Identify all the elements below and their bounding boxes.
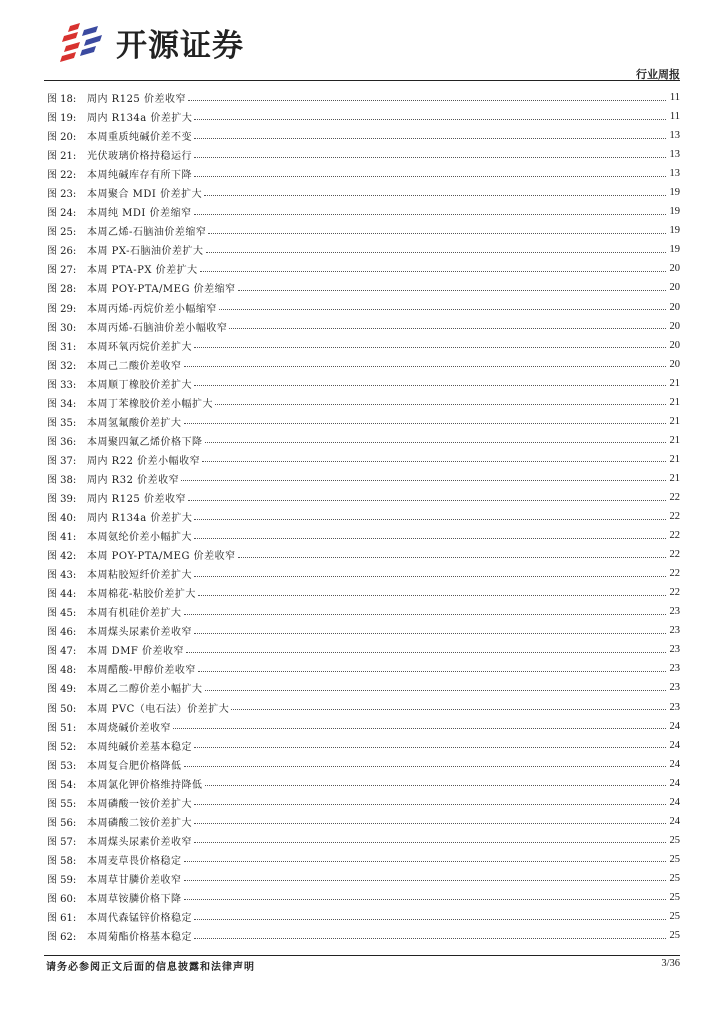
toc-row[interactable] bbox=[47, 869, 680, 888]
toc-page-number: 24 bbox=[669, 739, 680, 751]
toc-figure-number: 图 41: bbox=[47, 532, 77, 544]
toc-figure-number: 图 29: bbox=[47, 303, 77, 315]
toc-row[interactable] bbox=[47, 526, 680, 545]
toc-dot-leader bbox=[198, 586, 666, 596]
toc-dot-leader bbox=[231, 700, 666, 710]
toc-page-number: 13 bbox=[669, 149, 680, 161]
toc-dot-leader bbox=[194, 833, 666, 843]
toc-dot-leader bbox=[229, 319, 666, 329]
toc-dot-leader bbox=[206, 243, 666, 253]
toc-figure-number: 图 38: bbox=[47, 474, 77, 486]
toc-figure-title: 本周顺丁橡胶价差扩大 bbox=[87, 379, 192, 391]
toc-row[interactable] bbox=[47, 564, 680, 583]
toc-page-number: 23 bbox=[669, 682, 680, 694]
toc-page-number: 23 bbox=[669, 625, 680, 637]
toc-figure-title: 本周磷酸二铵价差扩大 bbox=[87, 817, 192, 829]
toc-page-number: 11 bbox=[669, 92, 680, 104]
toc-row[interactable] bbox=[47, 450, 680, 469]
toc-page-number: 25 bbox=[669, 891, 680, 903]
toc-figure-number: 图 54: bbox=[47, 779, 77, 791]
toc-figure-number: 图 22: bbox=[47, 170, 77, 182]
toc-figure-number: 图 61: bbox=[47, 913, 77, 925]
toc-row[interactable] bbox=[47, 393, 680, 412]
toc-row[interactable] bbox=[47, 583, 680, 602]
toc-figure-number: 图 25: bbox=[47, 227, 77, 239]
toc-figure-number: 图 51: bbox=[47, 722, 77, 734]
toc-page-number: 22 bbox=[669, 492, 680, 503]
toc-page-number: 25 bbox=[669, 872, 680, 884]
toc-page-number: 24 bbox=[669, 758, 680, 770]
toc-figure-number: 图 45: bbox=[47, 608, 77, 620]
toc-dot-leader bbox=[238, 281, 666, 291]
toc-page-number: 21 bbox=[669, 415, 680, 427]
toc-figure-number: 图 19: bbox=[47, 113, 77, 125]
toc-row[interactable] bbox=[47, 107, 680, 126]
toc-page-number: 20 bbox=[669, 320, 680, 332]
toc-row[interactable] bbox=[47, 545, 680, 564]
toc-figure-title: 本周重质纯碱价差不变 bbox=[87, 132, 192, 144]
toc-figure-title: 本周草甘膦价差收窄 bbox=[87, 874, 182, 886]
toc-row[interactable] bbox=[47, 431, 680, 450]
toc-figure-title: 本周己二酸价差收窄 bbox=[87, 360, 182, 372]
toc-figure-number: 图 37: bbox=[47, 455, 77, 467]
toc-dot-leader bbox=[184, 414, 667, 424]
toc-figure-title: 本周氨纶价差小幅扩大 bbox=[87, 532, 192, 544]
toc-row[interactable] bbox=[47, 278, 680, 297]
toc-figure-title: 本周氢氟酸价差扩大 bbox=[87, 417, 182, 429]
toc-figure-title: 本周有机硅价差扩大 bbox=[87, 608, 182, 620]
toc-dot-leader bbox=[186, 643, 666, 653]
toc-row[interactable] bbox=[47, 602, 680, 621]
header-divider bbox=[44, 80, 680, 81]
toc-figure-number: 图 59: bbox=[47, 874, 77, 886]
toc-figure-title: 周内 R125 价差收窄 bbox=[87, 94, 186, 106]
toc-page-number: 22 bbox=[669, 568, 680, 580]
toc-figure-title: 本周乙二醇价差小幅扩大 bbox=[87, 684, 203, 696]
toc-figure-title: 本周复合肥价格降低 bbox=[87, 760, 182, 772]
toc-row[interactable] bbox=[47, 640, 680, 659]
toc-row[interactable] bbox=[47, 831, 680, 850]
toc-figure-number: 图 58: bbox=[47, 855, 77, 867]
toc-figure-title: 本周烧碱价差收窄 bbox=[87, 722, 171, 734]
report-type: 行业周报 bbox=[636, 68, 680, 81]
logo-mark-icon bbox=[58, 22, 110, 62]
toc-dot-leader bbox=[194, 510, 666, 520]
toc-dot-leader bbox=[194, 110, 666, 120]
toc-page-number: 24 bbox=[669, 777, 680, 789]
toc-figure-number: 图 44: bbox=[47, 589, 77, 601]
toc-figure-number: 图 53: bbox=[47, 760, 77, 772]
toc-page-number: 11 bbox=[669, 111, 680, 123]
toc-dot-leader bbox=[194, 338, 666, 348]
page-number: 3/36 bbox=[661, 958, 680, 969]
toc-figure-number: 图 46: bbox=[47, 627, 77, 639]
toc-dot-leader bbox=[219, 300, 666, 310]
toc-row[interactable] bbox=[47, 298, 680, 317]
toc-dot-leader bbox=[188, 91, 666, 101]
toc-row[interactable] bbox=[47, 793, 680, 812]
toc-page-number: 21 bbox=[669, 472, 680, 484]
toc-page-number: 25 bbox=[669, 911, 680, 923]
toc-row[interactable] bbox=[47, 659, 680, 678]
toc-figure-title: 本周磷酸一铵价差扩大 bbox=[87, 798, 192, 810]
toc-figure-title: 本周代森锰锌价格稳定 bbox=[87, 913, 192, 925]
toc-row[interactable] bbox=[47, 488, 680, 507]
toc-dot-leader bbox=[184, 757, 667, 767]
toc-figure-title: 本周麦草畏价格稳定 bbox=[87, 855, 182, 867]
toc-figure-title: 本周聚四氟乙烯价格下降 bbox=[87, 436, 203, 448]
toc-figure-title: 周内 R134a 价差扩大 bbox=[87, 513, 193, 525]
toc-page-number: 19 bbox=[669, 206, 680, 218]
toc-figure-title: 本周煤头尿素价差收窄 bbox=[87, 836, 192, 848]
toc-figure-title: 本周 POY-PTA/MEG 价差缩窄 bbox=[87, 284, 236, 296]
toc-dot-leader bbox=[194, 148, 666, 158]
toc-figure-number: 图 31: bbox=[47, 341, 77, 353]
toc-figure-title: 光伏玻璃价格持稳运行 bbox=[87, 151, 192, 163]
toc-figure-number: 图 36: bbox=[47, 436, 77, 448]
toc-page-number: 23 bbox=[669, 606, 680, 618]
toc-dot-leader bbox=[184, 605, 667, 615]
toc-page-number: 24 bbox=[669, 815, 680, 827]
toc-figure-title: 本周氯化钾价格维持降低 bbox=[87, 779, 203, 791]
toc-row[interactable] bbox=[47, 678, 680, 697]
toc-dot-leader bbox=[204, 186, 666, 196]
toc-figure-number: 图 57: bbox=[47, 836, 77, 848]
toc-dot-leader bbox=[184, 890, 667, 900]
toc-row[interactable] bbox=[47, 698, 680, 717]
toc-dot-leader bbox=[205, 776, 667, 786]
toc-figure-number: 图 42: bbox=[47, 551, 77, 563]
toc-row[interactable] bbox=[47, 736, 680, 755]
toc-dot-leader bbox=[194, 910, 666, 920]
toc-page-number: 20 bbox=[669, 358, 680, 370]
toc-row[interactable] bbox=[47, 888, 680, 907]
toc-dot-leader bbox=[184, 357, 667, 367]
toc-figure-title: 本周粘胶短纤价差扩大 bbox=[87, 570, 192, 582]
toc-page-number: 21 bbox=[669, 434, 680, 446]
toc-page-number: 20 bbox=[669, 301, 680, 313]
toc-figure-number: 图 40: bbox=[47, 513, 77, 525]
footer-divider bbox=[44, 955, 680, 956]
toc-figure-title: 本周 PTA-PX 价差扩大 bbox=[87, 265, 198, 277]
toc-figure-number: 图 56: bbox=[47, 817, 77, 829]
toc-figure-title: 本周纯碱价差基本稳定 bbox=[87, 741, 192, 753]
toc-figure-number: 图 23: bbox=[47, 189, 77, 201]
footer-disclaimer: 请务必参阅正文后面的信息披露和法律声明 bbox=[46, 962, 255, 973]
toc-page-number: 21 bbox=[669, 396, 680, 408]
toc-row[interactable] bbox=[47, 202, 680, 221]
toc-figure-title: 本周纯 MDI 价差缩窄 bbox=[87, 208, 192, 220]
toc-page-number: 24 bbox=[669, 796, 680, 808]
toc-row[interactable] bbox=[47, 374, 680, 393]
toc-figure-number: 图 28: bbox=[47, 284, 77, 296]
toc-dot-leader bbox=[205, 433, 667, 443]
toc-figure-number: 图 21: bbox=[47, 151, 77, 163]
toc-dot-leader bbox=[188, 491, 666, 501]
toc-row[interactable] bbox=[47, 259, 680, 278]
toc-dot-leader bbox=[194, 795, 666, 805]
toc-row[interactable] bbox=[47, 145, 680, 164]
toc-dot-leader bbox=[208, 224, 666, 234]
toc-figure-number: 图 55: bbox=[47, 798, 77, 810]
toc-dot-leader bbox=[173, 719, 666, 729]
toc-row[interactable] bbox=[47, 317, 680, 336]
toc-figure-number: 图 39: bbox=[47, 494, 77, 505]
toc-figure-title: 本周丙烯-石脑油价差小幅收窄 bbox=[87, 322, 228, 334]
toc-dot-leader bbox=[194, 738, 666, 748]
toc-row[interactable] bbox=[47, 621, 680, 640]
toc-page-number: 23 bbox=[669, 663, 680, 675]
logo-text: 开源证券 bbox=[116, 27, 244, 64]
toc-row[interactable] bbox=[47, 812, 680, 831]
company-logo bbox=[58, 22, 244, 62]
toc-page-number: 23 bbox=[669, 644, 680, 656]
toc-row[interactable] bbox=[47, 164, 680, 183]
toc-figure-number: 图 26: bbox=[47, 246, 77, 258]
toc-row[interactable] bbox=[47, 126, 680, 145]
toc-figure-number: 图 49: bbox=[47, 684, 77, 696]
toc-row[interactable] bbox=[47, 774, 680, 793]
toc-row[interactable] bbox=[47, 221, 680, 240]
toc-figure-title: 周内 R134a 价差扩大 bbox=[87, 113, 193, 125]
toc-figure-title: 本周环氧丙烷价差扩大 bbox=[87, 341, 192, 353]
toc-page-number: 25 bbox=[669, 853, 680, 865]
toc-dot-leader bbox=[238, 548, 666, 558]
toc-page-number: 23 bbox=[669, 701, 680, 713]
toc-dot-leader bbox=[181, 471, 666, 481]
toc-figure-number: 图 50: bbox=[47, 703, 77, 715]
toc-page-number: 25 bbox=[669, 930, 680, 942]
toc-page-number: 25 bbox=[669, 834, 680, 846]
toc-figure-number: 图 48: bbox=[47, 665, 77, 677]
toc-dot-leader bbox=[194, 567, 666, 577]
toc-page-number: 20 bbox=[669, 282, 680, 294]
toc-page-number: 21 bbox=[669, 377, 680, 389]
toc-dot-leader bbox=[194, 167, 666, 177]
toc-figure-title: 本周丙烯-丙烷价差小幅缩窄 bbox=[87, 303, 217, 315]
toc-dot-leader bbox=[194, 376, 666, 386]
figure-list bbox=[47, 88, 680, 945]
toc-dot-leader bbox=[194, 814, 666, 824]
toc-figure-number: 图 27: bbox=[47, 265, 77, 277]
toc-row[interactable] bbox=[47, 926, 680, 945]
toc-page-number: 13 bbox=[669, 130, 680, 142]
toc-figure-title: 本周乙烯-石脑油价差缩窄 bbox=[87, 227, 207, 239]
toc-figure-title: 周内 R32 价差收窄 bbox=[87, 474, 180, 486]
toc-row[interactable] bbox=[47, 469, 680, 488]
toc-row[interactable] bbox=[47, 850, 680, 869]
page-header bbox=[0, 0, 724, 82]
toc-figure-title: 本周煤头尿素价差收窄 bbox=[87, 627, 192, 639]
toc-figure-title: 本周纯碱库存有所下降 bbox=[87, 170, 192, 182]
toc-page-number: 22 bbox=[669, 530, 680, 542]
toc-dot-leader bbox=[202, 452, 666, 462]
toc-figure-number: 图 52: bbox=[47, 741, 77, 753]
toc-dot-leader bbox=[200, 262, 666, 272]
toc-figure-title: 本周草铵膦价格下降 bbox=[87, 893, 182, 905]
toc-figure-number: 图 60: bbox=[47, 893, 77, 905]
toc-dot-leader bbox=[194, 624, 666, 634]
toc-figure-number: 图 20: bbox=[47, 132, 77, 144]
toc-row[interactable] bbox=[47, 717, 680, 736]
toc-dot-leader bbox=[194, 929, 666, 939]
toc-dot-leader bbox=[194, 529, 666, 539]
toc-figure-number: 图 35: bbox=[47, 417, 77, 429]
toc-figure-number: 图 18: bbox=[47, 94, 77, 106]
toc-page-number: 19 bbox=[669, 187, 680, 199]
toc-page-number: 22 bbox=[669, 549, 680, 561]
toc-row[interactable] bbox=[47, 412, 680, 431]
toc-dot-leader bbox=[184, 871, 667, 881]
toc-figure-title: 本周菊酯价格基本稳定 bbox=[87, 932, 192, 944]
toc-page-number: 22 bbox=[669, 511, 680, 523]
toc-figure-number: 图 34: bbox=[47, 398, 77, 410]
toc-page-number: 24 bbox=[669, 720, 680, 732]
toc-figure-number: 图 24: bbox=[47, 208, 77, 220]
toc-figure-title: 本周棉花-粘胶价差扩大 bbox=[87, 589, 196, 601]
toc-dot-leader bbox=[205, 681, 667, 691]
toc-page-number: 21 bbox=[669, 453, 680, 465]
toc-dot-leader bbox=[194, 129, 666, 139]
toc-figure-number: 图 30: bbox=[47, 322, 77, 334]
toc-page-number: 20 bbox=[669, 339, 680, 351]
toc-row[interactable] bbox=[47, 507, 680, 526]
toc-row[interactable] bbox=[47, 336, 680, 355]
toc-figure-title: 周内 R22 价差小幅收窄 bbox=[87, 455, 201, 467]
toc-figure-number: 图 32: bbox=[47, 360, 77, 372]
toc-figure-title: 本周 PVC（电石法）价差扩大 bbox=[87, 703, 230, 715]
toc-figure-title: 本周 PX-石脑油价差扩大 bbox=[87, 246, 204, 258]
toc-page-number: 13 bbox=[669, 168, 680, 180]
toc-figure-title: 本周醋酸-甲醇价差收窄 bbox=[87, 665, 196, 677]
toc-figure-number: 图 33: bbox=[47, 379, 77, 391]
toc-figure-title: 本周 DMF 价差收窄 bbox=[87, 646, 185, 658]
toc-figure-number: 图 62: bbox=[47, 932, 77, 944]
toc-figure-title: 本周 POY-PTA/MEG 价差收窄 bbox=[87, 551, 236, 563]
toc-row[interactable] bbox=[47, 183, 680, 202]
toc-page-number: 20 bbox=[669, 263, 680, 275]
toc-row[interactable] bbox=[47, 355, 680, 374]
toc-row[interactable] bbox=[47, 907, 680, 926]
toc-page-number: 19 bbox=[669, 244, 680, 256]
toc-dot-leader bbox=[215, 395, 666, 405]
toc-figure-title: 本周丁苯橡胶价差小幅扩大 bbox=[87, 398, 213, 410]
toc-figure-number: 图 43: bbox=[47, 570, 77, 582]
toc-dot-leader bbox=[198, 662, 666, 672]
toc-dot-leader bbox=[194, 205, 666, 215]
toc-row[interactable] bbox=[47, 88, 680, 107]
toc-page-number: 19 bbox=[669, 225, 680, 237]
toc-row[interactable] bbox=[47, 755, 680, 774]
toc-figure-title: 周内 R125 价差收窄 bbox=[87, 494, 186, 505]
toc-figure-number: 图 47: bbox=[47, 646, 77, 658]
toc-dot-leader bbox=[184, 852, 667, 862]
toc-row[interactable] bbox=[47, 240, 680, 259]
toc-figure-title: 本周聚合 MDI 价差扩大 bbox=[87, 189, 203, 201]
toc-page-number: 22 bbox=[669, 587, 680, 599]
